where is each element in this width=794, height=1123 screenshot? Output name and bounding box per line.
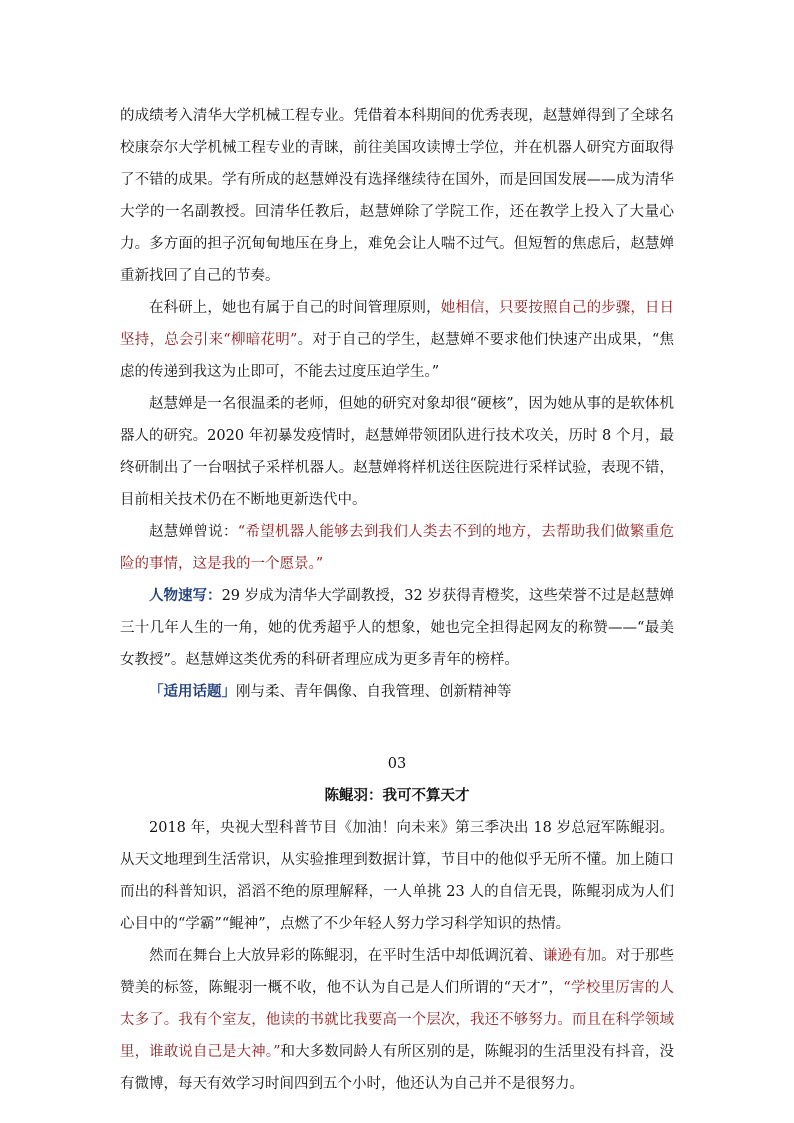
highlighted-phrase: 谦逊有加	[542, 948, 602, 964]
text-segment: 。对于自己的学生，赵慧婵不要求他们快速产出成果，“焦虑的传递到我这为止即可，不能去过度压迫学生。”	[120, 332, 674, 380]
highlighted-quote: 她相信，只要按照自己的步骤，日日坚持，总会引来“柳暗花明”	[120, 300, 675, 348]
paragraph-character-sketch	[120, 580, 674, 676]
applicable-topics-text: 刚与柔、青年偶像、自我管理、创新精神等	[236, 684, 512, 700]
text-segment: 和大多数同龄人有所区别的是，陈鲲羽的生活里没有抖音，没有微博，每天有效学习时间四到五个小时，他还认为自己并不是很努力。	[120, 1044, 674, 1092]
paragraph-chen-humble	[120, 940, 674, 1100]
applicable-topics-label: 「适用话题」	[149, 683, 236, 700]
text-segment: 29 岁成为清华大学副教授，32 岁获得青橙奖，这些荣誉不过是赵慧婵三十几年人生的一角，她的优秀超乎人的想象，她也完全担得起网友的称赞——“最美女教授”。赵慧婵这类优秀的科研者理应成为更多青年的榜样。	[120, 588, 674, 668]
paragraph-zhao-research: 赵慧婵是一名很温柔的老师，但她的研究对象却很“硬核”，因为她从事的是软体机器人的研究。2020 年初暴发疫情时，赵慧婵带领团队进行技术攻关，历时 8 个月，最终研制出了一台咽拭子采样机器人。赵慧婵将样机送往医院进行采样试验，表现不错，目前相关技术仍在不断地更新迭代中。	[120, 396, 674, 508]
character-sketch-label: 人物速写：	[149, 587, 222, 604]
highlighted-quote: “学校里厉害的人太多了。我有个室友，他读的书就比我要高一个层次，我还不够努力。而且在科学领域里，谁敢说自己是大神。”	[120, 980, 674, 1060]
paragraph-zhao-time-management	[120, 292, 674, 388]
section-title: 陈鲲羽：我可不算天才	[324, 787, 470, 804]
text-segment: 赵慧婵曾说：	[149, 524, 238, 540]
applicable-topics	[120, 676, 674, 708]
document-content	[120, 100, 674, 1100]
highlighted-quote: “希望机器人能够去到我们人类去不到的地方，去帮助我们做繁重危险的事情，这是我的一个愿景。”	[120, 524, 674, 572]
paragraph-chen-intro: 2018 年，央视大型科普节目《加油！向未来》第三季决出 18 岁总冠军陈鲲羽。从天文地理到生活常识，从实验推理到数据计算，节目中的他似乎无所不懂。加上随口而出的科普知识，滔滔不绝的原理解释，一人单挑 23 人的自信无畏，陈鲲羽成为人们心目中的“学霸”“鲲神”，点燃了不少年轻人努力学习科学知识的热情。	[120, 820, 674, 932]
paragraph-zhao-education: 的成绩考入清华大学机械工程专业。凭借着本科期间的优秀表现，赵慧婵得到了全球名校康奈尔大学机械工程专业的青睐，前往美国攻读博士学位，并在机器人研究方面取得了不错的成果。学有所成的赵慧婵没有选择继续待在国外，而是回国发展——成为清华大学的一名副教授。回清华任教后，赵慧婵除了学院工作，还在教学上投入了大量心力。多方面的担子沉甸甸地压在身上，难免会让人喘不过气。但短暂的焦虑后，赵慧婵重新找回了自己的节奏。	[120, 108, 674, 284]
text-segment: 然而在舞台上大放异彩的陈鲲羽，在平时生活中却低调沉着、	[149, 948, 543, 964]
text-segment: 在科研上，她也有属于自己的时间管理原则，	[149, 300, 441, 316]
text-segment: 。对于那些赞美的标签，陈鲲羽一概不收，他不认为自己是人们所谓的“天才”，	[120, 948, 674, 996]
paragraph-zhao-quote	[120, 516, 674, 580]
section-number: 03	[387, 756, 407, 772]
